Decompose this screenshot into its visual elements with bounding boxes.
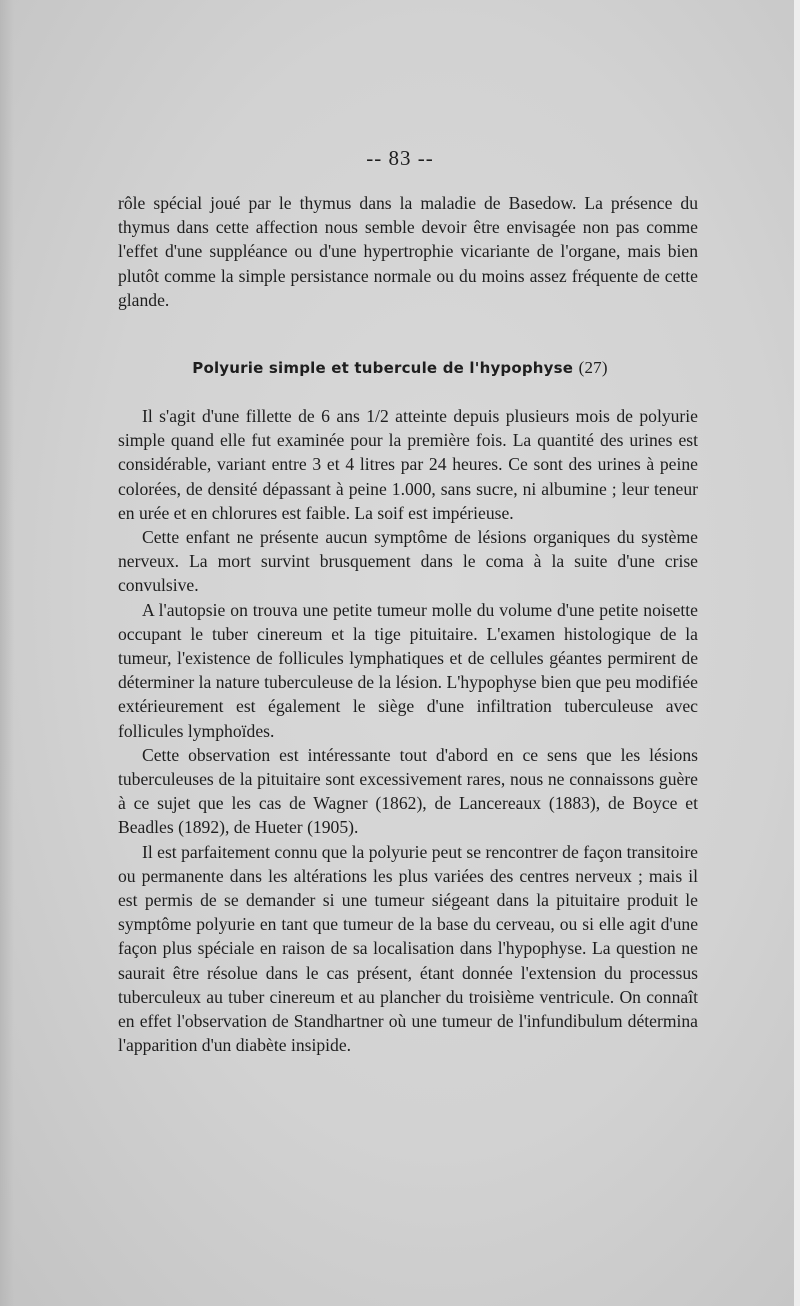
section-heading — [0, 358, 800, 378]
intro-paragraph: rôle spécial joué par le thymus dans la maladie de Basedow. La présence du thymus dans cette affection nous semble devoir être envisagée non pas comme l'effet d'une suppléance ou d'une hypertrophie vicariante de l'organe, mais bien plutôt comme la simple persistance normale ou du moins assez fréquente de cette glande. — [118, 193, 698, 310]
intro-text-block — [118, 191, 698, 312]
section-body — [118, 404, 698, 1057]
page-edge — [794, 0, 800, 1306]
section-heading-title: Polyurie simple et tubercule de l'hypophyse — [192, 359, 574, 377]
body-paragraph-3: A l'autopsie on trouva une petite tumeur molle du volume d'une petite noisette occupant le tuber cinereum et la tige pituitaire. L'examen histologique de la tumeur, l'existence de follicules lymphatiques et de cellules géantes permirent de déterminer la nature tuberculeuse de la lésion. L'hypophyse bien que peu modifiée extérieurement est également le siège d'une infiltration tuberculeuse avec follicules lymphoïdes. — [118, 599, 698, 741]
body-paragraph-1: Il s'agit d'une fillette de 6 ans 1/2 atteinte depuis plusieurs mois de polyurie simple quand elle fut examinée pour la première fois. La quantité des urines est considérable, variant entre 3 et 4 litres par 24 heures. Ce sont des urines à peine colorées, de densité dépassant à peine 1.000, sans sucre, ni albumine ; leur teneur en urée et en chlorures est faible. La soif est impérieuse. — [118, 406, 698, 523]
page-number: -- 83 -- — [366, 146, 434, 170]
body-paragraph-5: Il est parfaitement connu que la polyurie peut se rencontrer de façon transitoire ou permanente dans les altérations les plus variées des centres nerveux ; mais il est permis de se demander si une tumeur siégeant dans la pituitaire produit le symptôme polyurie en tant que tumeur de la base du cerveau, ou si elle agit d'une façon plus spéciale en raison de sa localisation dans l'hypophyse. La question ne saurait être résolue dans le cas présent, étant donnée l'extension du processus tuberculeux au tuber cinereum et au plancher du troisième ventricule. On connaît en effet l'observation de Standhartner où une tumeur de l'infundibulum détermina l'apparition d'un diabète insipide. — [118, 841, 698, 1056]
page-gutter-shadow — [0, 0, 14, 1306]
body-paragraph-4: Cette observation est intéressante tout d'abord en ce sens que les lésions tuberculeuses de la pituitaire sont excessivement rares, nous ne connaissons guère à ce sujet que les cas de Wagner (1862), de Lancereaux (1883), de Boyce et Beadles (1892), de Hueter (1905). — [118, 744, 698, 838]
body-paragraph-2: Cette enfant ne présente aucun symptôme de lésions organiques du système nerveux. La mort survint brusquement dans le coma à la suite d'une crise convulsive. — [118, 527, 698, 596]
section-heading-reference: (27) — [578, 358, 608, 377]
